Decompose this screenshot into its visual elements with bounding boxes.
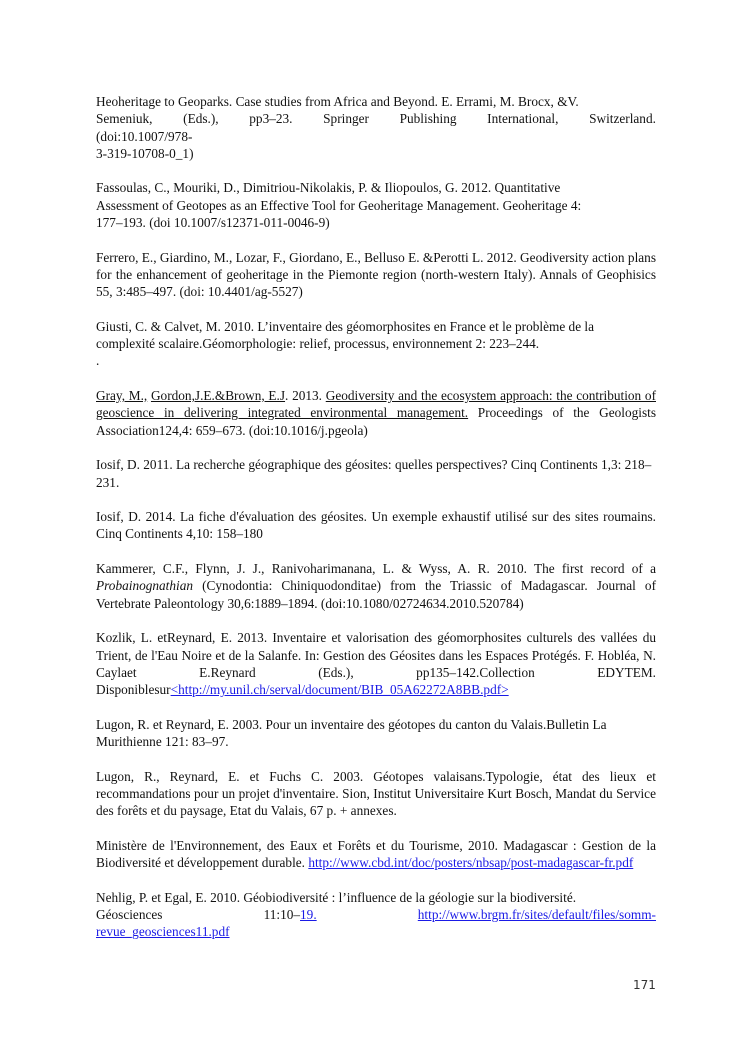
reference-entry	[96, 93, 656, 162]
reference-word: Semeniuk,	[96, 111, 153, 127]
reference-title: Geodiversity and the ecosystem approach: the contribution of geoscience in delivering integrated environmental management.	[96, 388, 656, 421]
reference-source: Proceedings of the Geologists Association124,4: 659–673. (doi:10.1016/j.pgeola)	[96, 405, 656, 438]
reference-line: Assessment of Geotopes as an Effective Tool for Geoheritage Management. Geoheritage 4:	[96, 197, 582, 213]
reference-entry: Iosif, D. 2014. La fiche d'évaluation des géosites. Un exemple exhaustif utilisé sur des sites roumains. Cinq Continents 4,10: 158–180	[96, 509, 656, 542]
reference-year: . 2013.	[285, 388, 323, 404]
reference-word: International,	[487, 111, 559, 127]
reference-word: Publishing	[399, 111, 457, 127]
reference-line: Nehlig, P. et Egal, E. 2010. Géobiodiversité : l’influence de la géologie sur la biodiversité.	[96, 889, 577, 905]
reference-entry: Lugon, R., Reynard, E. et Fuchs C. 2003. Géotopes valaisans.Typologie, état des lieux et recommandations pour un projet d'inventaire. Sion, Institut Universitaire Kurt Bosch, Mandat du Service des forêts et du paysage, Etat du Valais, 67 p. + annexes.	[96, 768, 656, 819]
reference-line: Fassoulas, C., Mouriki, D., Dimitriou-Nikolakis, P. & Iliopoulos, G. 2012. Quantitative	[96, 180, 561, 196]
reference-entry	[96, 837, 656, 872]
reference-entry	[96, 387, 656, 439]
page-number: 171	[633, 978, 656, 992]
reference-entry	[96, 318, 656, 370]
reference-entry: Lugon, R. et Reynard, E. 2003. Pour un inventaire des géotopes du canton du Valais.Bulletin La Murithienne 121: 83–97.	[96, 716, 607, 749]
reference-pages: 11:10–	[263, 906, 301, 922]
reference-text: Ministère de l'Environnement, des Eaux et Forêts et du Tourisme, 2010. Madagascar : Gestion de la Biodiversité et développement durable.	[96, 837, 656, 871]
brgm-link[interactable]: 19.	[300, 906, 317, 922]
reference-text: Kozlik, L. etReynard, E. 2013. Inventaire et valorisation des géomorphosites culturels des vallées du Trient, de l'Eau Noire et de la Salanfe. In: Gestion des Géosites dans les Espaces Protégés. F. Hobléa, N. Caylaet E.Reynard (Eds.), pp135–142.Collection EDYTEM. Disponiblesur	[96, 630, 656, 698]
link-group	[264, 906, 317, 923]
reference-line	[96, 906, 656, 923]
reference-list	[96, 93, 656, 958]
reference-entry	[96, 179, 656, 231]
author-name: Gordon,J.E.&Brown, E.J	[150, 388, 286, 404]
cbd-link[interactable]: http://www.cbd.int/doc/posters/nbsap/post-madagascar-fr.pdf	[308, 855, 634, 871]
reference-line: Heoheritage to Geoparks. Case studies from Africa and Beyond. E. Errami, M. Brocx, &V.	[96, 94, 579, 109]
reference-text: Kammerer, C.F., Flynn, J. J., Ranivoharimanana, L. & Wyss, A. R. 2010. The first record of a	[96, 561, 656, 577]
reference-word: (Eds.),	[183, 111, 219, 127]
journal-name: Géosciences	[96, 906, 163, 922]
reference-line: .	[96, 353, 100, 369]
taxon-name: Probainognathian	[96, 578, 194, 594]
reference-word: pp3–23.	[249, 111, 293, 127]
brgm-link[interactable]: revue_geosciences11.pdf	[96, 924, 230, 940]
reference-entry	[96, 560, 656, 612]
reference-entry	[96, 889, 656, 941]
reference-word: Switzerland.	[589, 111, 656, 127]
brgm-link[interactable]: http://www.brgm.fr/sites/default/files/somm-	[417, 906, 656, 922]
reference-line: 3-319-10708-0_1)	[96, 145, 194, 161]
pdf-link[interactable]: <http://my.unil.ch/serval/document/BIB_05A62272A8BB.pdf>	[170, 682, 509, 698]
reference-line: Giusti, C. & Calvet, M. 2010. L’inventaire des géomorphosites en France et le problème de la	[96, 318, 595, 334]
reference-line: 177–193. (doi 10.1007/s12371-011-0046-9)	[96, 215, 330, 231]
author-name: Gray, M.,	[96, 388, 148, 404]
reference-word: Springer	[323, 111, 369, 127]
reference-line: (doi:10.1007/978-	[96, 128, 193, 144]
reference-line: complexité scalaire.Géomorphologie: relief, processus, environnement 2: 223–244.	[96, 336, 540, 352]
reference-entry: Ferrero, E., Giardino, M., Lozar, F., Giordano, E., Belluso E. &Perotti L. 2012. Geodiversity action plans for the enhancement of geoheritage in the Piemonte region (north-western Italy). Annals of Geophisics 55, 3:485–497. (doi: 10.4401/ag-5527)	[96, 249, 656, 300]
reference-entry: Iosif, D. 2011. La recherche géographique des géosites: quelles perspectives? Cinq Continents 1,3: 218–231.	[96, 457, 652, 490]
reference-entry	[96, 629, 656, 698]
reference-line	[96, 110, 656, 127]
reference-text: (Cynodontia: Chiniquodonditae) from the Triassic of Madagascar. Journal of Vertebrate Paleontology 30,6:1889–1894. (doi:10.1080/02724634.2010.520784)	[96, 578, 657, 611]
